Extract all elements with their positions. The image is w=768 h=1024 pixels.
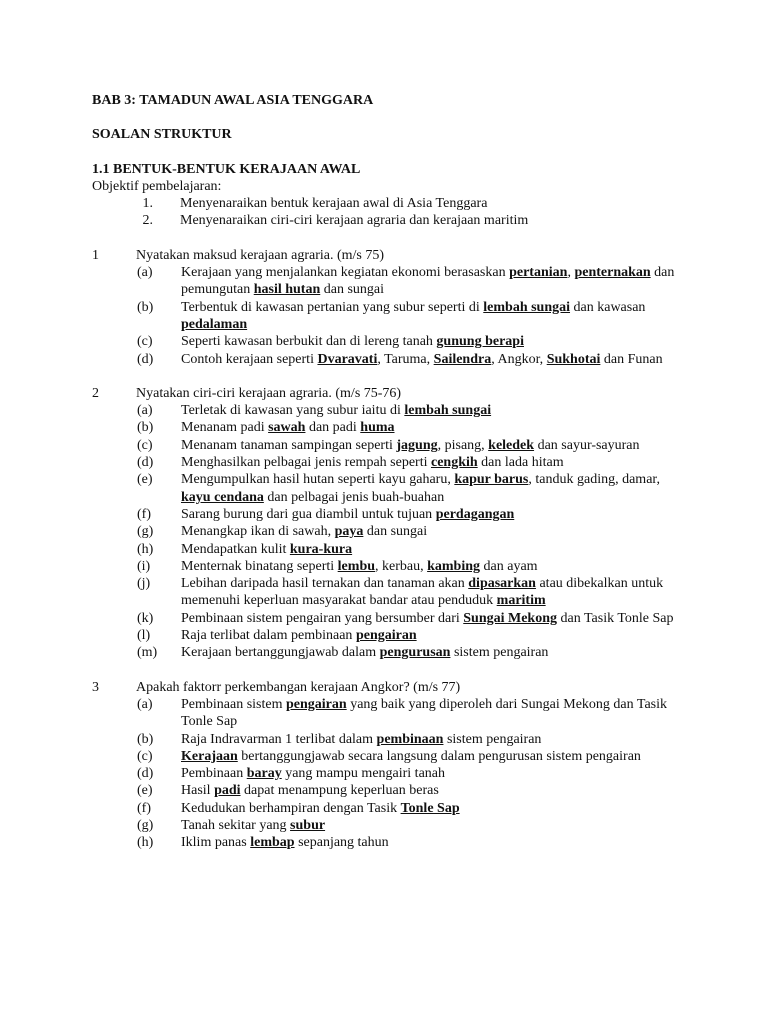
answer-label: (e) [137, 472, 153, 488]
keyword: gunung berapi [436, 334, 524, 350]
answer-item [92, 800, 692, 817]
answer-item [92, 333, 692, 350]
answer-label: (d) [137, 455, 154, 471]
answer-label: (k) [137, 610, 154, 626]
answer-label: (a) [137, 403, 153, 419]
answer-text: Pembinaan sistem pengairan yang baik yang diperoleh dari Sungai Mekong dan Tasik Tonle Sap [181, 696, 667, 730]
answer-label: (f) [137, 506, 151, 522]
keyword: subur [290, 817, 326, 833]
question-number: 3 [92, 679, 99, 695]
answer-text: Pembinaan sistem pengairan yang bersumber dari Sungai Mekong dan Tasik Tonle Sap [181, 610, 674, 626]
keyword: pengairan [286, 696, 347, 712]
spacer [92, 109, 692, 126]
answer-item [92, 471, 692, 506]
spacer [92, 144, 692, 161]
answer-label: (b) [137, 420, 154, 436]
question [92, 385, 692, 402]
answer-text: Mengumpulkan hasil hutan seperti kayu gaharu, kapur barus, tanduk gading, damar, kayu cendana dan pelbagai jenis buah-buahan [181, 472, 661, 505]
answer-label: (c) [137, 748, 153, 764]
keyword: Kerajaan [181, 748, 238, 764]
answer-label: (a) [137, 265, 153, 281]
answer-text: Terletak di kawasan yang subur iaitu di lembah sungai [181, 403, 492, 419]
objective-item [92, 212, 692, 229]
answer-item [92, 817, 692, 834]
answer-item [92, 402, 692, 419]
questions-list [92, 247, 692, 852]
keyword: Tonle Sap [400, 800, 460, 816]
answer-item [92, 696, 692, 731]
keyword: kambing [427, 558, 481, 574]
keyword: maritim [496, 593, 546, 609]
question-text: Nyatakan ciri-ciri kerajaan agraria. (m/s 75-76) [136, 385, 402, 401]
answer-item [92, 731, 692, 748]
keyword: pengairan [355, 628, 417, 644]
keyword: hasil hutan [253, 282, 321, 298]
keyword: keledek [488, 437, 535, 453]
answer-text: Kedudukan berhampiran dengan Tasik Tonle Sap [181, 800, 460, 816]
answer-label: (h) [137, 835, 154, 851]
answer-text: Menternak binatang seperti lembu, kerbau, kambing dan ayam [181, 558, 538, 574]
keyword: sawah [268, 420, 306, 436]
keyword: lembap [250, 835, 295, 851]
answer-item [92, 264, 692, 299]
keyword: lembu [337, 558, 376, 574]
answer-item [92, 644, 692, 661]
question-text: Apakah faktorr perkembangan kerajaan Angkor? (m/s 77) [136, 679, 461, 695]
objective-number: 2. [142, 213, 153, 229]
answer-label: (d) [137, 766, 154, 782]
keyword: pengurusan [379, 645, 451, 661]
answer-item [92, 299, 692, 334]
keyword: Sungai Mekong [463, 610, 557, 626]
answer-label: (e) [137, 783, 153, 799]
keyword: penternakan [574, 265, 651, 281]
keyword: baray [246, 766, 282, 782]
objective-text: Menyenaraikan ciri-ciri kerajaan agraria dan kerajaan maritim [180, 213, 529, 229]
answer-item [92, 575, 692, 610]
answer-item [92, 782, 692, 799]
answer-label: (j) [137, 576, 151, 592]
answer-label: (m) [137, 645, 158, 661]
objective-text: Menyenaraikan bentuk kerajaan awal di Asia Tenggara [180, 196, 488, 212]
answer-text: Seperti kawasan berbukit dan di lereng tanah gunung berapi [181, 334, 524, 350]
answer-item [92, 454, 692, 471]
answer-text: Tanah sekitar yang subur [181, 817, 326, 833]
answer-item [92, 748, 692, 765]
answer-text: Sarang burung dari gua diambil untuk tujuan perdagangan [181, 506, 515, 522]
chapter-title: BAB 3: TAMADUN AWAL ASIA TENGGARA [92, 93, 374, 108]
answer-text: Contoh kerajaan seperti Dvaravati, Taruma, Sailendra, Angkor, Sukhotai dan Funan [181, 351, 663, 367]
answer-label: (c) [137, 437, 153, 453]
answer-text: Raja terlibat dalam pembinaan pengairan [181, 628, 417, 644]
question-number: 1 [92, 247, 99, 263]
objective-item [92, 195, 692, 212]
answer-item [92, 558, 692, 575]
question [92, 247, 692, 264]
answer-text: Menanam padi sawah dan padi huma [181, 420, 395, 436]
answer-item [92, 419, 692, 436]
answer-label: (f) [137, 800, 151, 816]
keyword: Sailendra [433, 351, 492, 367]
question-block [92, 247, 692, 368]
answer-label: (h) [137, 541, 154, 557]
answer-label: (l) [137, 628, 151, 644]
objective-label: Objektif pembelajaran: [92, 178, 222, 194]
question [92, 679, 692, 696]
answer-item [92, 506, 692, 523]
keyword: kayu cendana [181, 489, 264, 505]
answer-item [92, 765, 692, 782]
keyword: kura-kura [289, 541, 353, 557]
question-block [92, 679, 692, 852]
objectives-list [92, 195, 692, 230]
answer-item [92, 351, 692, 368]
answer-text: Lebihan daripada hasil ternakan dan tanaman akan dipasarkan atau dibekalkan untuk memenuhi keperluan masyarakat bandar atau penduduk maritim [181, 576, 664, 609]
keyword: pedalaman [181, 316, 248, 332]
keyword: kapur barus [454, 472, 529, 488]
answer-text: Menangkap ikan di sawah, paya dan sungai [181, 524, 428, 540]
question-text: Nyatakan maksud kerajaan agraria. (m/s 75) [136, 247, 385, 263]
document-page [92, 92, 692, 852]
keyword: Dvaravati [317, 351, 378, 367]
answer-label: (i) [137, 558, 151, 574]
answer-text: Iklim panas lembap sepanjang tahun [181, 835, 389, 851]
section-title: SOALAN STRUKTUR [92, 127, 232, 143]
answer-item [92, 523, 692, 540]
answer-label: (b) [137, 299, 154, 315]
keyword: cengkih [430, 455, 478, 471]
keyword: pembinaan [376, 731, 444, 747]
keyword: paya [334, 524, 364, 540]
keyword: padi [214, 783, 241, 799]
answer-text: Menghasilkan pelbagai jenis rempah seperti cengkih dan lada hitam [181, 455, 564, 471]
answer-text: Hasil padi dapat menampung keperluan beras [181, 783, 439, 799]
question-number: 2 [92, 385, 99, 401]
keyword: perdagangan [435, 506, 515, 522]
objective-number: 1. [142, 196, 153, 212]
keyword: lembah sungai [483, 299, 571, 315]
keyword: jagung [396, 437, 438, 453]
answer-label: (c) [137, 334, 153, 350]
answer-label: (b) [137, 731, 154, 747]
answer-label: (d) [137, 351, 154, 367]
answer-item [92, 610, 692, 627]
answer-text: Raja Indravarman 1 terlibat dalam pembinaan sistem pengairan [181, 731, 542, 747]
answer-item [92, 627, 692, 644]
question-block [92, 385, 692, 662]
keyword: pertanian [509, 265, 568, 281]
keyword: Sukhotai [546, 351, 601, 367]
answer-label: (g) [137, 524, 154, 540]
answer-item [92, 437, 692, 454]
answer-text: Kerajaan yang menjalankan kegiatan ekonomi berasaskan pertanian, penternakan dan pemungutan hasil hutan dan sungai [181, 265, 675, 298]
answer-label: (g) [137, 817, 154, 833]
answer-text: Kerajaan bertanggungjawab dalam pengurusan sistem pengairan [181, 645, 549, 661]
spacer [92, 230, 692, 247]
answer-item [92, 834, 692, 851]
keyword: lembah sungai [404, 403, 492, 419]
keyword: huma [360, 420, 395, 436]
answer-label: (a) [137, 696, 153, 712]
subsection-title: 1.1 BENTUK-BENTUK KERAJAAN AWAL [92, 161, 361, 177]
answer-text: Pembinaan baray yang mampu mengairi tanah [181, 766, 446, 782]
answer-item [92, 541, 692, 558]
keyword: dipasarkan [468, 576, 536, 592]
answer-text: Kerajaan bertanggungjawab secara langsung dalam pengurusan sistem pengairan [181, 748, 641, 764]
answer-text: Menanam tanaman sampingan seperti jagung, pisang, keledek dan sayur-sayuran [181, 437, 640, 453]
answer-text: Mendapatkan kulit kura-kura [181, 541, 353, 557]
answer-text: Terbentuk di kawasan pertanian yang subur seperti di lembah sungai dan kawasan pedalaman [181, 299, 646, 332]
